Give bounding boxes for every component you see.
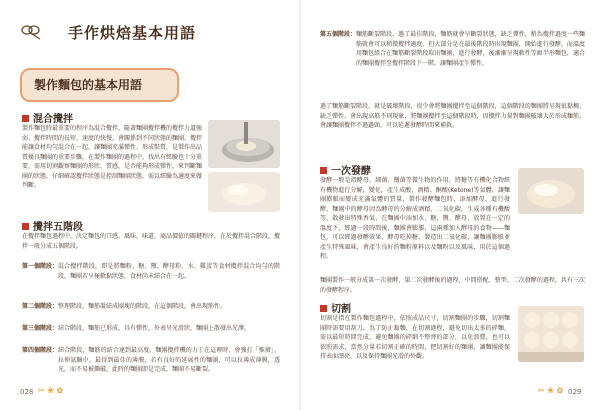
stage-text: 麵筋斷裂階段，過了最佳階段，麵筋就會呈斷裂狀態，缺乏彈性，稍為攪拌過度一些麵筋就會可以稍微攪拌適度，但大部分是在最後階段時出現麵團，開始進行發酵，而溫度用麵包組合在麵筋斷裂階段取出麵團，進行發酵，後漸漸呈現軟性等級半形麵包，適合的麵團攪拌至攪拌階段下一階，讓麵團產生彈性。 xyxy=(356,31,585,67)
fermentation-note: 麵團製作一般分成第一次發酵、第二次發酵後的過程，中間搭配、整型、二次發酵的過程，共有三次的發酵程序。 xyxy=(320,277,585,294)
chapter-title: 手作烘焙基本用語 xyxy=(68,24,197,42)
dough-balls-image xyxy=(518,306,584,362)
section-marker-icon xyxy=(22,223,29,230)
fermentation-paragraph: 發酵一般是指酵母、細菌、黴菌等微生物的作用，將糖等有機化合物經有機物進行分解，變化，產生成酸、酒精、酮酸(Ketone)等氣體，讓麵團膨脹而變成充滿氣體的質量，製作發酵麵包時，添加酵母，進行發酵，麵團中的酵母因為酵母的分解成酒精、二氧化碳，生成各種有機酸等，散發出特殊香氣，在麵團中添加水、糖、鹽、酵母，放置在一定的溫度下，經過一段時間後，麵團會膨脹，這兩種加入酵母的食物——麵包，可以經過發酵效果，酵母吃掉糖，製造出二氧化碳，讓麵團膨脹並產生特殊風味，會產生良好的麵粉原料以及麵粉以及風味，用於這個過程。 xyxy=(320,177,510,260)
page-number-left: 028 xyxy=(20,388,34,396)
stage-text: 整理階段，麵筋凝結成團塊的階段，在這個階段，會出現筋性。 xyxy=(58,303,227,310)
fermented-dough-photo xyxy=(518,168,584,214)
dough-image xyxy=(208,172,280,212)
section-banner xyxy=(20,68,179,102)
stage-four xyxy=(22,346,280,384)
dough-photo xyxy=(208,172,280,212)
stage-text: 結合階段，麵筋的結合達到最高度，麵團攪拌機的力于在這裡時，會強打「推擠」，拉伸試驗中，最得到最佳的薄膜，若有良好的延展性的麵團，可以拉薄成薄膜，透光，而不易被撕破，此時的麵團即是完成，麵團不易斷裂。 xyxy=(58,347,280,373)
section-title-first-fermentation: 一次發酵 xyxy=(320,162,371,177)
stage-label: 第五個階段： xyxy=(320,31,357,38)
stage-label: 第二個階段： xyxy=(22,303,59,310)
banner-title: 製作麵包的基本用語 xyxy=(34,78,143,92)
stage-two xyxy=(22,302,280,322)
whisk-icon xyxy=(20,22,42,40)
stage-label: 第四個階段： xyxy=(22,347,59,354)
section-marker-icon xyxy=(320,167,327,174)
stage-three xyxy=(22,324,280,344)
fermented-dough-image xyxy=(518,168,584,214)
section-title-cutting: 切割 xyxy=(320,300,351,315)
stage-label: 第一個階段： xyxy=(22,263,59,270)
stage-five xyxy=(320,30,585,88)
decorative-icons-left: ✂ ❀ ✿ xyxy=(38,386,64,395)
mixer-image xyxy=(208,120,280,168)
stage-text: 混合攪拌階段，即是將麵粉、糖、鹽、酵母粉、水、雞蛋等食材攪拌混合均勻的階段，麵團若呈極軟黏狀態，食材尚未結合在一起。 xyxy=(58,263,280,280)
section-title-mixing: 混合攪拌 xyxy=(22,110,73,125)
section-marker-icon xyxy=(22,115,29,122)
section-marker-icon xyxy=(320,305,327,312)
stage-label: 第三個階段： xyxy=(22,325,59,332)
five-stages-intro: 在攪拌麵包過程中，決定麵包的口感、風味、味道，商品價值的關鍵程序，在於攪拌混合階段，攪拌一般分成五個階段。 xyxy=(22,233,280,250)
section-title-five-stages: 攪拌五階段 xyxy=(22,218,83,233)
dough-balls-photo xyxy=(518,306,584,362)
page-number-right: 029 xyxy=(568,388,582,396)
stage-text: 結合階段，麵筋已形成，具有彈性，外表呈光滑狀，麵團上散發出光澤。 xyxy=(58,325,251,332)
right-page xyxy=(300,0,600,410)
mixer-photo xyxy=(208,120,280,168)
breaking-stage-note: 過了麵筋斷裂階段，就是破壞階段，很少會將麵團攪拌至這個階段，這個階段的麵團將呈現很黏稠、缺乏彈性，會出現高筋不則現象，將麵團攪拌至這個階段時，因攪拌力量對麵團破壞大於形成麵筋，會讓麵團攪拌不過過頭，可以延遲發酵時間來補救。 xyxy=(320,103,585,129)
mixing-paragraph: 製作麵包時最重要的程序為混合攪拌，隨著麵團攪拌機的攪拌力道強弱、攪拌時間的長短、速度的快慢，會關係到不同狀態的麵團。攪拌能讓食材均勻混合在一起，讓麵團充滿彈性、形成麩質，是製作出品質優良麵團的重要步驟，在製作麵團的過程中，找出有經驗也十分重要，需用切割觀察麵團的形狀、質感，是否能夠形成彈性，來判斷麵團的狀態，仔細確認攪拌狀態是控制麵團狀態，需以經驗為適度來做判斷。 xyxy=(22,125,202,189)
stage-one xyxy=(22,262,280,300)
cutting-paragraph: 切割是指在製作麵包過程中，依照成品尺寸，切割麵團的步驟，切割麵團時需要用刮刀，為了防止黏麵，在切割過程，避免切出太多的碎麵，需以最短時間完成，避免麵團的碎細不整齊的部分，以免浪費，也可以依照需求，當然分量若切割正確的時間，把切割好的麵團，讓麵團能保持表面漂亮，以及保持麵團光滑的外觀。 xyxy=(320,315,510,360)
decorative-icons-right: ✂ ❀ ✿ xyxy=(538,386,564,395)
